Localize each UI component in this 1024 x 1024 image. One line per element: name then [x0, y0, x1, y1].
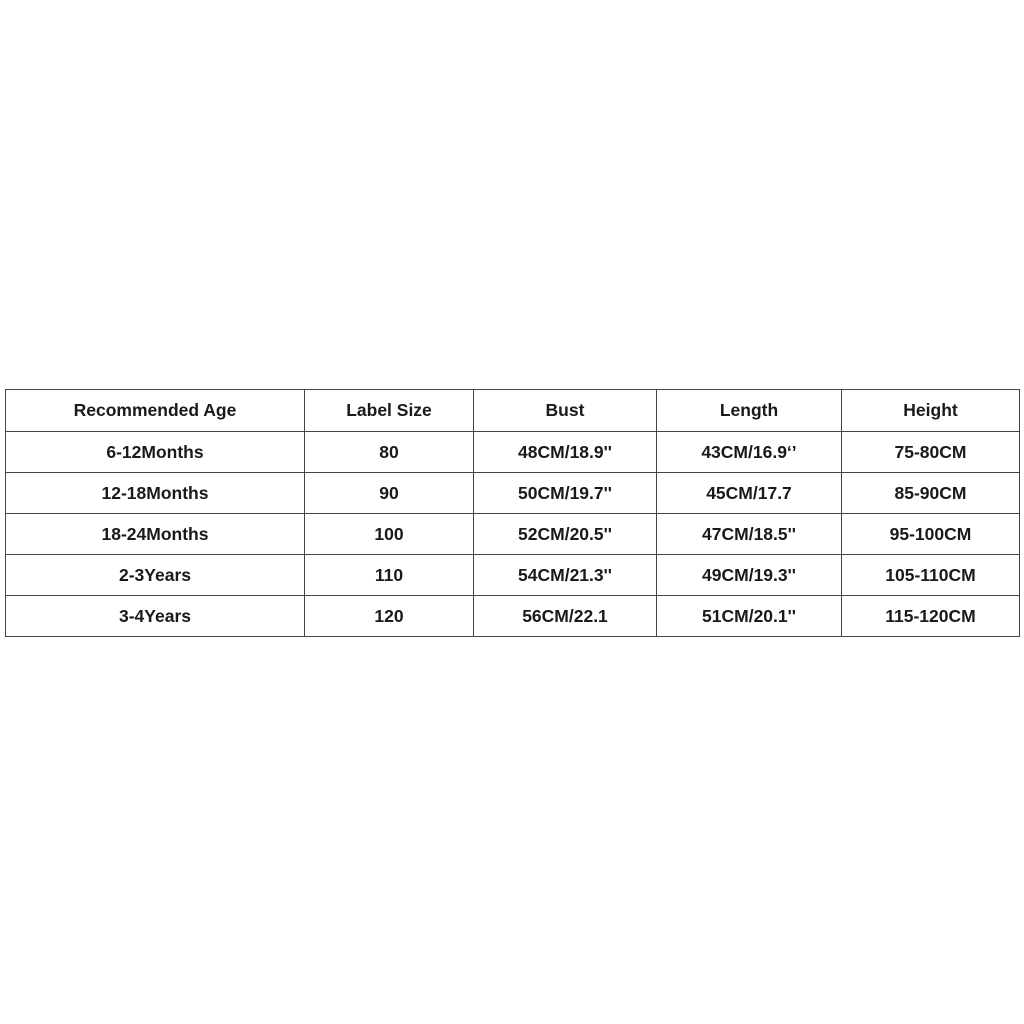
cell-bust: 48CM/18.9'': [474, 432, 657, 473]
cell-height: 75-80CM: [842, 432, 1020, 473]
cell-length: 47CM/18.5'': [657, 514, 842, 555]
header-label-size: Label Size: [305, 390, 474, 432]
cell-bust: 52CM/20.5'': [474, 514, 657, 555]
table-row: [6, 596, 1020, 637]
header-bust: Bust: [474, 390, 657, 432]
header-row: [6, 390, 1020, 432]
cell-bust: 56CM/22.1: [474, 596, 657, 637]
cell-height: 95-100CM: [842, 514, 1020, 555]
header-length: Length: [657, 390, 842, 432]
cell-age: 3-4Years: [6, 596, 305, 637]
cell-age: 2-3Years: [6, 555, 305, 596]
cell-bust: 50CM/19.7'': [474, 473, 657, 514]
cell-length: 43CM/16.9‘’: [657, 432, 842, 473]
cell-label-size: 100: [305, 514, 474, 555]
cell-label-size: 110: [305, 555, 474, 596]
cell-label-size: 90: [305, 473, 474, 514]
table-row: [6, 514, 1020, 555]
cell-height: 115-120CM: [842, 596, 1020, 637]
table-row: [6, 555, 1020, 596]
cell-height: 105-110CM: [842, 555, 1020, 596]
cell-label-size: 80: [305, 432, 474, 473]
table-row: [6, 432, 1020, 473]
cell-bust: 54CM/21.3'': [474, 555, 657, 596]
table-row: [6, 473, 1020, 514]
cell-age: 18-24Months: [6, 514, 305, 555]
cell-length: 49CM/19.3'': [657, 555, 842, 596]
size-chart-table: [5, 389, 1020, 637]
cell-length: 51CM/20.1'': [657, 596, 842, 637]
header-height: Height: [842, 390, 1020, 432]
cell-height: 85-90CM: [842, 473, 1020, 514]
cell-age: 6-12Months: [6, 432, 305, 473]
cell-label-size: 120: [305, 596, 474, 637]
cell-age: 12-18Months: [6, 473, 305, 514]
cell-length: 45CM/17.7: [657, 473, 842, 514]
header-recommended-age: Recommended Age: [6, 390, 305, 432]
